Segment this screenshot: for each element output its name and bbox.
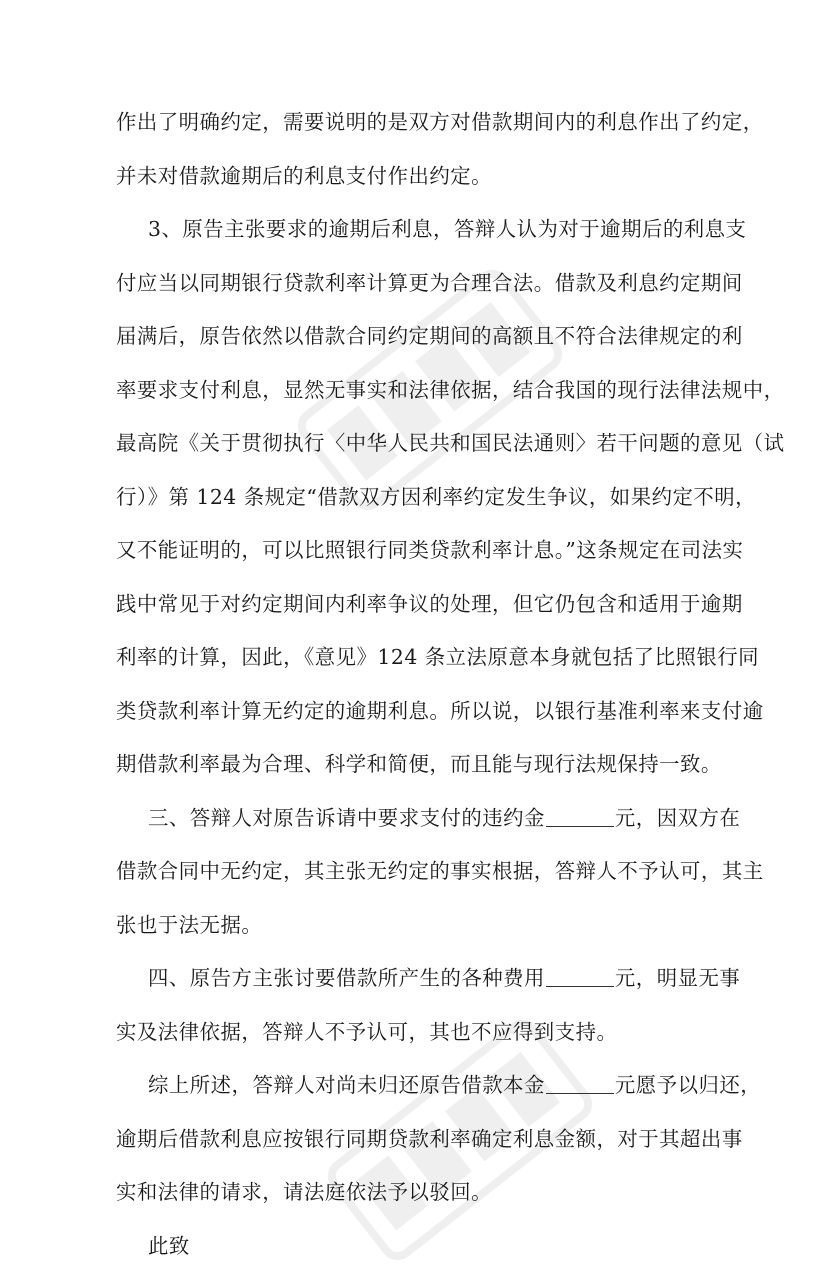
paragraph-line-with-blank (116, 1059, 720, 1113)
paragraph-line: 逾期后借款利息应按银行同期贷款利率确定利息金额，对于其超出事 (116, 1113, 720, 1167)
paragraph-line: 付应当以同期银行贷款利率计算更为合理合法。借款及利息约定期间 (116, 257, 720, 311)
paragraph-text: 元愿予以归还， (615, 1073, 761, 1097)
paragraph-text: 三、答辩人对原告诉请中要求支付的违约金 (148, 806, 545, 830)
paragraph-line: 期借款利率最为合理、科学和简便，而且能与现行法规保持一致。 (116, 738, 720, 792)
paragraph-line: 行）》第 124 条规定“借款双方因利率约定发生争议，如果约定不明， (116, 471, 720, 525)
paragraph-line: 率要求支付利息，显然无事实和法律依据，结合我国的现行法律法规中， (116, 364, 720, 418)
paragraph-line: 实及法律依据，答辩人不予认可，其也不应得到支持。 (116, 1006, 720, 1060)
paragraph-text: 元，明显无事 (615, 966, 740, 990)
paragraph-line: 利率的计算，因此，《意见》124 条立法原意本身就包括了比照银行同 (116, 631, 720, 685)
paragraph-line-with-blank (116, 952, 720, 1006)
paragraph-line: 践中常见于对约定期间内利率争议的处理，但它仍包含和适用于逾期 (116, 578, 720, 632)
paragraph-line: 又不能证明的，可以比照银行同类贷款利率计息。”这条规定在司法实 (116, 524, 720, 578)
paragraph-line: 最高院《关于贯彻执行〈中华人民共和国民法通则〉若干问题的意见（试 (116, 417, 720, 471)
paragraph-line: 并未对借款逾期后的利息支付作出约定。 (116, 150, 720, 204)
closing-salutation: 此致 (116, 1220, 720, 1273)
paragraph-line-with-blank (116, 792, 720, 846)
blank-amount-field (546, 1073, 614, 1094)
paragraph-text: 四、原告方主张讨要借款所产生的各种费用 (148, 966, 545, 990)
paragraph-line: 实和法律的请求，请法庭依法予以驳回。 (116, 1166, 720, 1220)
blank-amount-field (546, 806, 614, 827)
document-body (116, 96, 720, 1273)
paragraph-text: 元，因双方在 (615, 806, 740, 830)
paragraph-line: 张也于法无据。 (116, 899, 720, 953)
paragraph-text: 综上所述，答辩人对尚未归还原告借款本金 (148, 1073, 545, 1097)
paragraph-line: 类贷款利率计算无约定的逾期利息。所以说，以银行基准利率来支付逾 (116, 685, 720, 739)
paragraph-line: 借款合同中无约定，其主张无约定的事实根据，答辩人不予认可，其主 (116, 845, 720, 899)
paragraph-line: 届满后，原告依然以借款合同约定期间的高额且不符合法律规定的利 (116, 310, 720, 364)
paragraph-line: 3、原告主张要求的逾期后利息，答辩人认为对于逾期后的利息支 (116, 203, 720, 257)
paragraph-line: 作出了明确约定，需要说明的是双方对借款期间内的利息作出了约定， (116, 96, 720, 150)
blank-amount-field (546, 966, 614, 987)
